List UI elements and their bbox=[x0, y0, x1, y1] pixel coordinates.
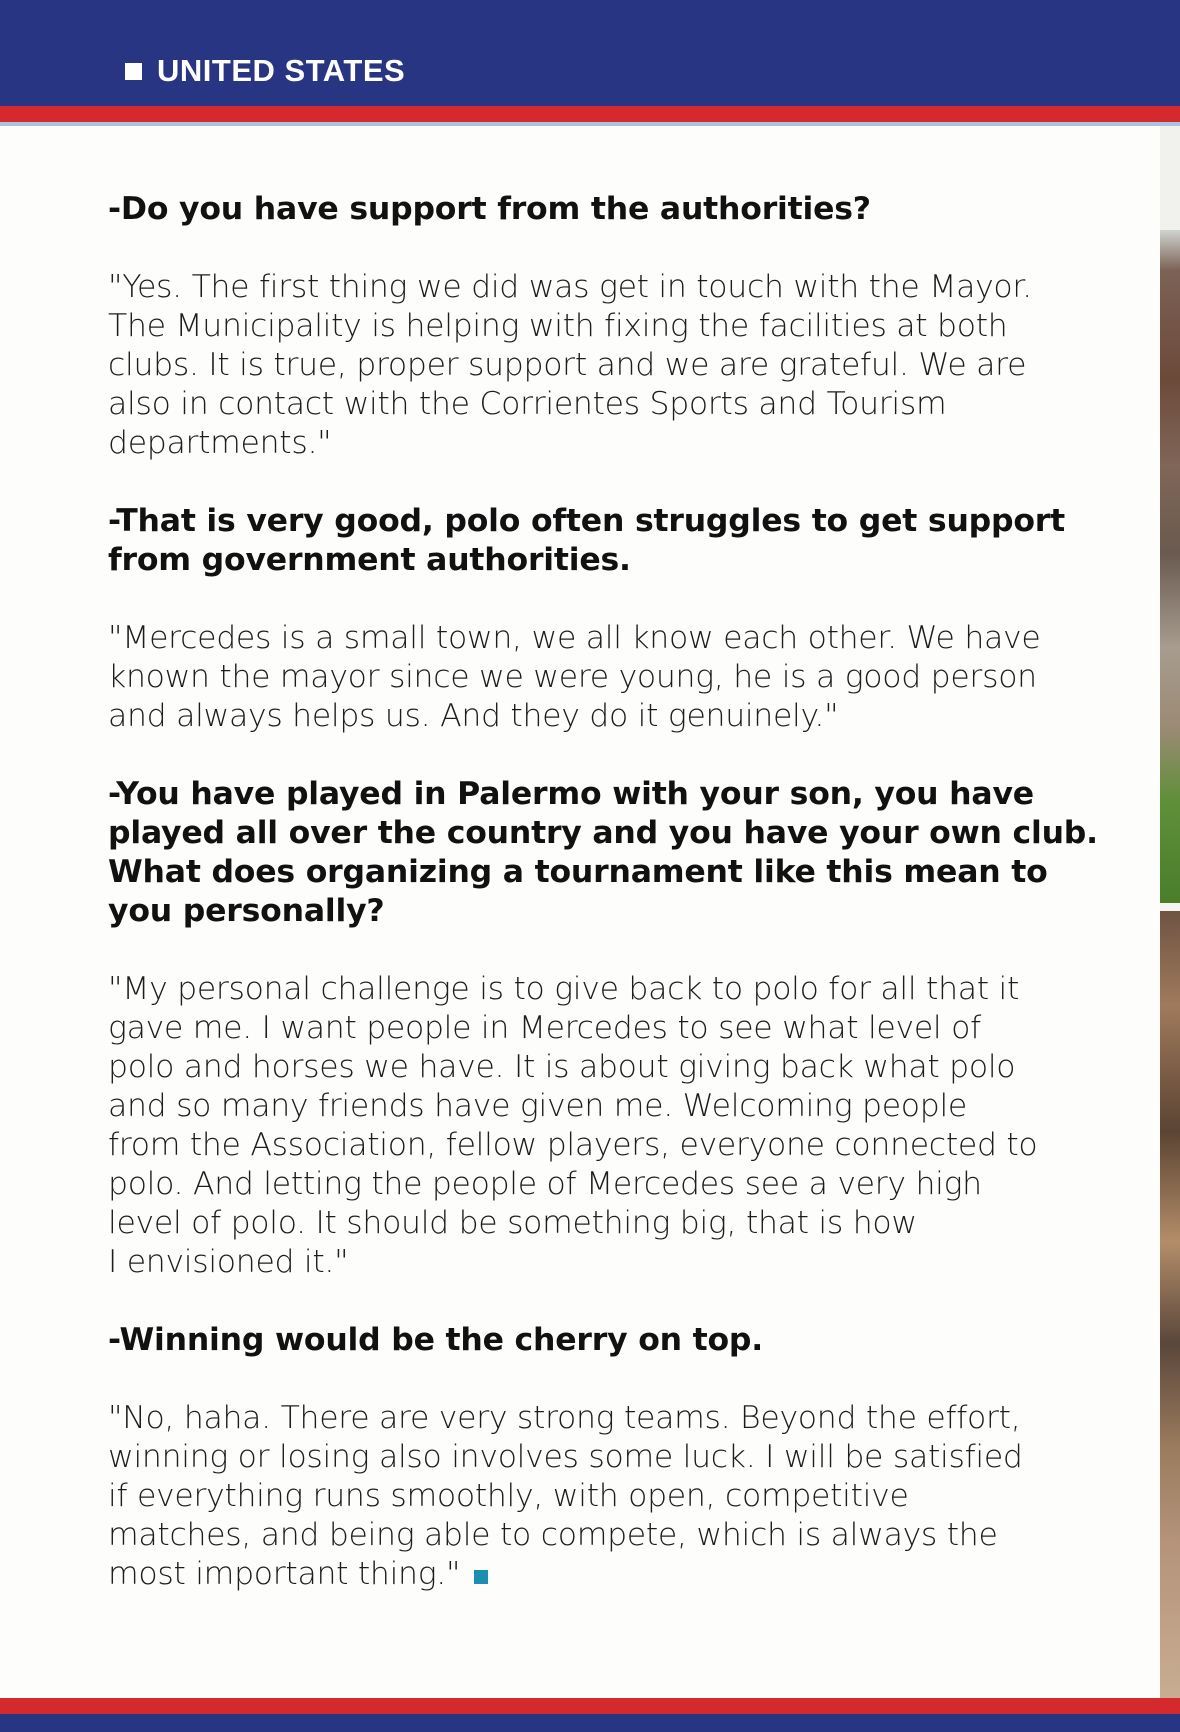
question-4: -Winning would be the cherry on top. bbox=[108, 1322, 764, 1358]
answer-4-last-line: most important thing." bbox=[108, 1556, 461, 1592]
answer-1: "Yes. The first thing we did was get in touch with the Mayor. The Municipality is helping with fixing the facilities at both clubs. It is true, proper support and we are grateful. We are also in contact with the Corrientes Sports and Tourism departments." bbox=[108, 269, 1032, 461]
article-body bbox=[108, 190, 1098, 1594]
end-of-article-square-icon bbox=[474, 1570, 488, 1584]
section-square-icon bbox=[125, 63, 142, 80]
question-2: -That is very good, polo often struggles to get support from government authorities. bbox=[108, 503, 1065, 578]
answer-2: "Mercedes is a small town, we all know each other. We have known the mayor since we were young, he is a good person and always helps us. And they do it genuinely." bbox=[108, 620, 1041, 734]
side-photo-top bbox=[1160, 230, 1180, 903]
side-photo-bottom bbox=[1160, 911, 1180, 1698]
question-3: -You have played in Palermo with your son, you have played all over the country and you have your own club. What does organizing a tournament like this mean to you personally? bbox=[108, 776, 1098, 929]
answer-4: "No, haha. There are very strong teams. Beyond the effort, winning or losing also involves some luck. I will be satisfied if everything runs smoothly, with open, competitive matches, and being able to compete, which is always the most important thing." bbox=[108, 1400, 1023, 1592]
footer-red-stripe bbox=[0, 1698, 1180, 1714]
header-light-stripe bbox=[0, 122, 1180, 126]
side-photo-divider bbox=[1160, 903, 1180, 911]
footer-blue-band bbox=[0, 1714, 1180, 1732]
header-red-stripe bbox=[0, 106, 1180, 122]
section-label: UNITED STATES bbox=[157, 53, 406, 88]
answer-3: "My personal challenge is to give back to polo for all that it gave me. I want people in Mercedes to see what level of polo and horses we have. It is about giving back what polo and so many friends have given me. Welcoming people from the Association, fellow players, everyone connected to polo. And letting the people of Mercedes see a very high level of polo. It should be something big, that is how I envisioned it." bbox=[108, 971, 1038, 1280]
question-1: -Do you have support from the authorities? bbox=[108, 191, 871, 227]
